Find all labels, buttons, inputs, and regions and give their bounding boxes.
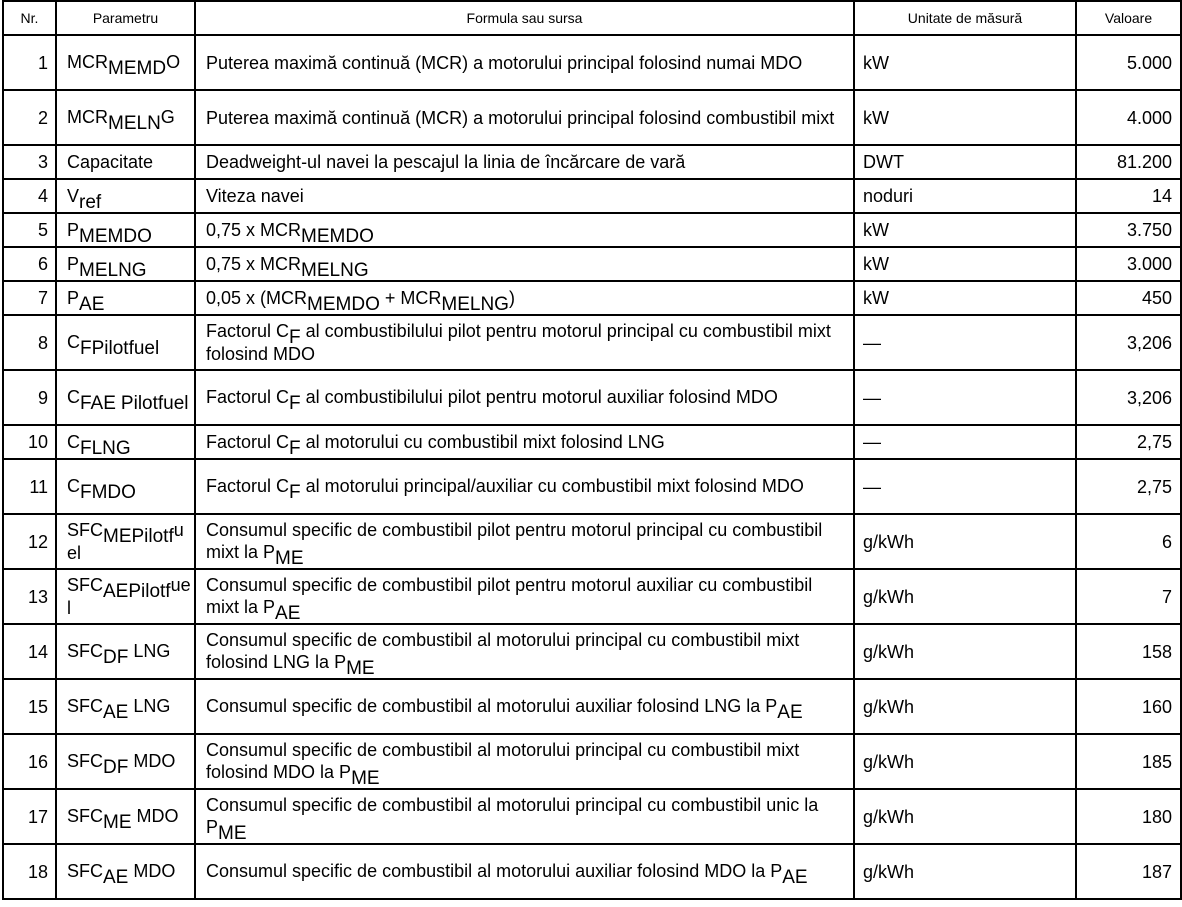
subscript-text: ME — [218, 823, 247, 844]
text-segment: 0,05 x (MCR — [206, 287, 308, 308]
formula-cell — [195, 145, 854, 179]
formula-cell — [195, 179, 854, 213]
unit-cell: — — [854, 315, 1076, 370]
row-number: 4 — [3, 179, 56, 213]
text-segment: Consumul specific de combustibil al motorului auxiliar folosind MDO la P — [206, 861, 783, 881]
row-number: 5 — [3, 213, 56, 247]
row-number: 13 — [3, 569, 56, 624]
subscript-text: F — [289, 393, 301, 414]
subscript-text: F — [289, 482, 301, 503]
text-segment: SFC — [67, 696, 103, 716]
row-number: 18 — [3, 844, 56, 899]
table-row — [3, 35, 1181, 90]
value-cell: 158 — [1076, 624, 1181, 679]
text-segment: SFC — [67, 806, 103, 826]
unit-cell: g/kWh — [854, 844, 1076, 899]
subscript-text: AE — [782, 867, 808, 888]
subscript-text: AE — [79, 293, 105, 315]
value-cell: 2,75 — [1076, 459, 1181, 514]
unit-cell: — — [854, 370, 1076, 425]
text-segment: Factorul C — [206, 387, 290, 407]
subscript-text: ME — [351, 768, 380, 789]
text-segment: SFC — [67, 520, 103, 540]
table-row — [3, 569, 1181, 624]
unit-cell: g/kWh — [854, 624, 1076, 679]
formula-cell — [195, 569, 854, 624]
text-segment: C — [67, 431, 80, 452]
text-segment: MCR — [67, 52, 108, 72]
text-segment: Viteza navei — [206, 186, 304, 206]
subscript-text: AE — [777, 702, 803, 723]
parameter-cell — [56, 734, 195, 789]
table-row — [3, 679, 1181, 734]
formula-cell — [195, 425, 854, 459]
unit-cell: DWT — [854, 145, 1076, 179]
text-segment: 0,75 x MCR — [206, 219, 302, 240]
text-segment: LNG — [128, 696, 171, 716]
table-row — [3, 514, 1181, 569]
value-cell: 5.000 — [1076, 35, 1181, 90]
subscript-text: FPilotfuel — [80, 338, 160, 359]
subscript-text: ME — [346, 658, 375, 679]
subscript-text: FMDO — [80, 482, 136, 503]
table-row — [3, 281, 1181, 315]
row-number: 10 — [3, 425, 56, 459]
value-cell: 450 — [1076, 281, 1181, 315]
text-segment: + MCR — [379, 287, 442, 308]
text-segment: Capacitate — [67, 152, 154, 172]
unit-cell: kW — [854, 213, 1076, 247]
formula-cell — [195, 844, 854, 899]
subscript-text: MEMDO — [301, 225, 374, 247]
subscript-text: ref — [79, 191, 102, 213]
parameter-cell — [56, 514, 195, 569]
table-row — [3, 315, 1181, 370]
parameter-cell — [56, 569, 195, 624]
subscript-text: AE — [103, 867, 129, 888]
parameter-cell — [56, 624, 195, 679]
text-segment: uel — [67, 520, 184, 563]
formula-cell — [195, 315, 854, 370]
text-segment: Consumul specific de combustibil al motorului principal cu combustibil mixt folosind MDO la P — [206, 740, 800, 782]
text-segment: MDO — [131, 806, 179, 826]
unit-cell: noduri — [854, 179, 1076, 213]
table-body — [3, 35, 1181, 899]
value-cell: 3.750 — [1076, 213, 1181, 247]
row-number: 16 — [3, 734, 56, 789]
value-cell: 81.200 — [1076, 145, 1181, 179]
text-segment: P — [67, 253, 80, 274]
table-row — [3, 370, 1181, 425]
parameter-cell — [56, 370, 195, 425]
parameter-cell — [56, 281, 195, 315]
text-segment: al combustibilului pilot pentru motorul principal cu combustibil mixt folosind MDO — [206, 321, 831, 364]
row-number: 6 — [3, 247, 56, 281]
header-nr: Nr. — [3, 1, 56, 35]
subscript-text: MELNG — [79, 259, 147, 281]
text-segment: MCR — [67, 107, 108, 127]
value-cell: 187 — [1076, 844, 1181, 899]
table-row — [3, 789, 1181, 844]
text-segment: uel — [67, 575, 191, 618]
subscript-text: MEPilotf — [103, 526, 174, 547]
row-number: 14 — [3, 624, 56, 679]
row-number: 11 — [3, 459, 56, 514]
text-segment: SFC — [67, 751, 103, 771]
parameter-cell — [56, 35, 195, 90]
table-row — [3, 844, 1181, 899]
text-segment: ) — [508, 287, 515, 308]
formula-cell — [195, 247, 854, 281]
text-segment: SFC — [67, 641, 103, 661]
subscript-text: MELNG — [301, 259, 369, 281]
text-segment: Consumul specific de combustibil pilot pentru motorul auxiliar cu combustibil mixt la P — [206, 575, 813, 617]
subscript-text: ME — [103, 812, 132, 833]
subscript-text: MELN — [108, 113, 161, 134]
text-segment: Deadweight-ul navei la pescajul la linia de încărcare de vară — [206, 152, 686, 172]
subscript-text: DF — [103, 757, 129, 778]
subscript-text: FAE — [80, 393, 116, 414]
parameter-cell — [56, 425, 195, 459]
header-row — [3, 1, 1181, 35]
text-segment: Puterea maximă continuă (MCR) a motorului principal folosind combustibil mixt — [206, 107, 835, 128]
header-parameter: Parametru — [56, 1, 195, 35]
value-cell: 6 — [1076, 514, 1181, 569]
formula-cell — [195, 789, 854, 844]
unit-cell: kW — [854, 281, 1076, 315]
formula-cell — [195, 213, 854, 247]
text-segment: 0,75 x MCR — [206, 253, 302, 274]
value-cell: 7 — [1076, 569, 1181, 624]
value-cell: 160 — [1076, 679, 1181, 734]
text-segment: al motorului cu combustibil mixt folosind LNG — [300, 431, 665, 452]
text-segment: al combustibilului pilot pentru motorul auxiliar folosind MDO — [300, 387, 778, 407]
subscript-text: AE — [275, 603, 301, 624]
subscript-text: FLNG — [80, 437, 131, 459]
parameter-cell — [56, 145, 195, 179]
subscript-text: DF — [103, 647, 129, 668]
formula-cell — [195, 370, 854, 425]
subscript-text: ME — [275, 548, 304, 569]
text-segment: SFC — [67, 861, 103, 881]
value-cell: 185 — [1076, 734, 1181, 789]
text-segment: LNG — [128, 641, 171, 661]
unit-cell: kW — [854, 247, 1076, 281]
text-segment: Puterea maximă continuă (MCR) a motorului principal folosind numai MDO — [206, 52, 803, 73]
row-number: 17 — [3, 789, 56, 844]
formula-cell — [195, 90, 854, 145]
unit-cell: — — [854, 459, 1076, 514]
subscript-text: AE — [103, 702, 129, 723]
value-cell: 3.000 — [1076, 247, 1181, 281]
formula-cell — [195, 459, 854, 514]
text-segment: C — [67, 332, 80, 352]
unit-cell: g/kWh — [854, 734, 1076, 789]
text-segment: Consumul specific de combustibil al motorului auxiliar folosind LNG la P — [206, 696, 778, 716]
table-row — [3, 734, 1181, 789]
subscript-text: Pilotfuel — [120, 393, 189, 414]
text-segment: V — [67, 185, 80, 206]
formula-cell — [195, 281, 854, 315]
table-row — [3, 247, 1181, 281]
unit-cell: — — [854, 425, 1076, 459]
row-number: 2 — [3, 90, 56, 145]
text-segment: Consumul specific de combustibil pilot pentru motorul principal cu combustibil mixt la P — [206, 520, 823, 562]
row-number: 3 — [3, 145, 56, 179]
value-cell: 3,206 — [1076, 315, 1181, 370]
text-segment: O — [166, 52, 181, 72]
text-segment: C — [67, 476, 80, 496]
text-segment: MDO — [128, 751, 176, 771]
text-segment: C — [67, 387, 80, 407]
text-segment: SFC — [67, 575, 103, 595]
header-formula: Formula sau sursa — [195, 1, 854, 35]
parameter-cell — [56, 789, 195, 844]
header-unit: Unitate de măsură — [854, 1, 1076, 35]
header-value: Valoare — [1076, 1, 1181, 35]
text-segment: Factorul C — [206, 321, 290, 341]
unit-cell: g/kWh — [854, 514, 1076, 569]
subscript-text: F — [289, 437, 301, 459]
unit-cell: g/kWh — [854, 569, 1076, 624]
formula-cell — [195, 35, 854, 90]
value-cell: 2,75 — [1076, 425, 1181, 459]
table-row — [3, 624, 1181, 679]
table-row — [3, 179, 1181, 213]
text-segment: P — [67, 287, 80, 308]
text-segment: G — [160, 107, 175, 127]
formula-cell — [195, 624, 854, 679]
parameter-cell — [56, 844, 195, 899]
unit-cell: g/kWh — [854, 679, 1076, 734]
table-row — [3, 213, 1181, 247]
unit-cell: kW — [854, 90, 1076, 145]
formula-cell — [195, 679, 854, 734]
subscript-text: MELNG — [441, 293, 509, 315]
table-row — [3, 145, 1181, 179]
value-cell: 3,206 — [1076, 370, 1181, 425]
parameter-cell — [56, 459, 195, 514]
unit-cell: g/kWh — [854, 789, 1076, 844]
subscript-text: MEMDO — [307, 293, 380, 315]
row-number: 7 — [3, 281, 56, 315]
parameter-cell — [56, 679, 195, 734]
subscript-text: MEMDO — [79, 225, 152, 247]
parameter-cell — [56, 90, 195, 145]
parameter-cell — [56, 179, 195, 213]
parameter-cell — [56, 315, 195, 370]
text-segment: Factorul C — [206, 476, 290, 496]
parameter-cell — [56, 213, 195, 247]
value-cell: 180 — [1076, 789, 1181, 844]
table-row — [3, 425, 1181, 459]
subscript-text: AEPilotf — [103, 581, 171, 602]
text-segment: al motorului principal/auxiliar cu combustibil mixt folosind MDO — [300, 476, 804, 496]
parameter-cell — [56, 247, 195, 281]
unit-cell: kW — [854, 35, 1076, 90]
table-row — [3, 459, 1181, 514]
value-cell: 4.000 — [1076, 90, 1181, 145]
parameter-table — [2, 0, 1182, 900]
formula-cell — [195, 514, 854, 569]
subscript-text: F — [289, 327, 301, 348]
value-cell: 14 — [1076, 179, 1181, 213]
row-number: 8 — [3, 315, 56, 370]
subscript-text: MEMD — [108, 58, 167, 79]
text-segment: Consumul specific de combustibil al motorului principal cu combustibil mixt folosind LNG la P — [206, 630, 800, 672]
text-segment: Consumul specific de combustibil al motorului principal cu combustibil unic la P — [206, 795, 819, 837]
table-header — [3, 1, 1181, 35]
row-number: 12 — [3, 514, 56, 569]
row-number: 1 — [3, 35, 56, 90]
row-number: 15 — [3, 679, 56, 734]
formula-cell — [195, 734, 854, 789]
table-row — [3, 90, 1181, 145]
text-segment: P — [67, 219, 80, 240]
row-number: 9 — [3, 370, 56, 425]
text-segment: Factorul C — [206, 431, 290, 452]
text-segment: MDO — [128, 861, 176, 881]
